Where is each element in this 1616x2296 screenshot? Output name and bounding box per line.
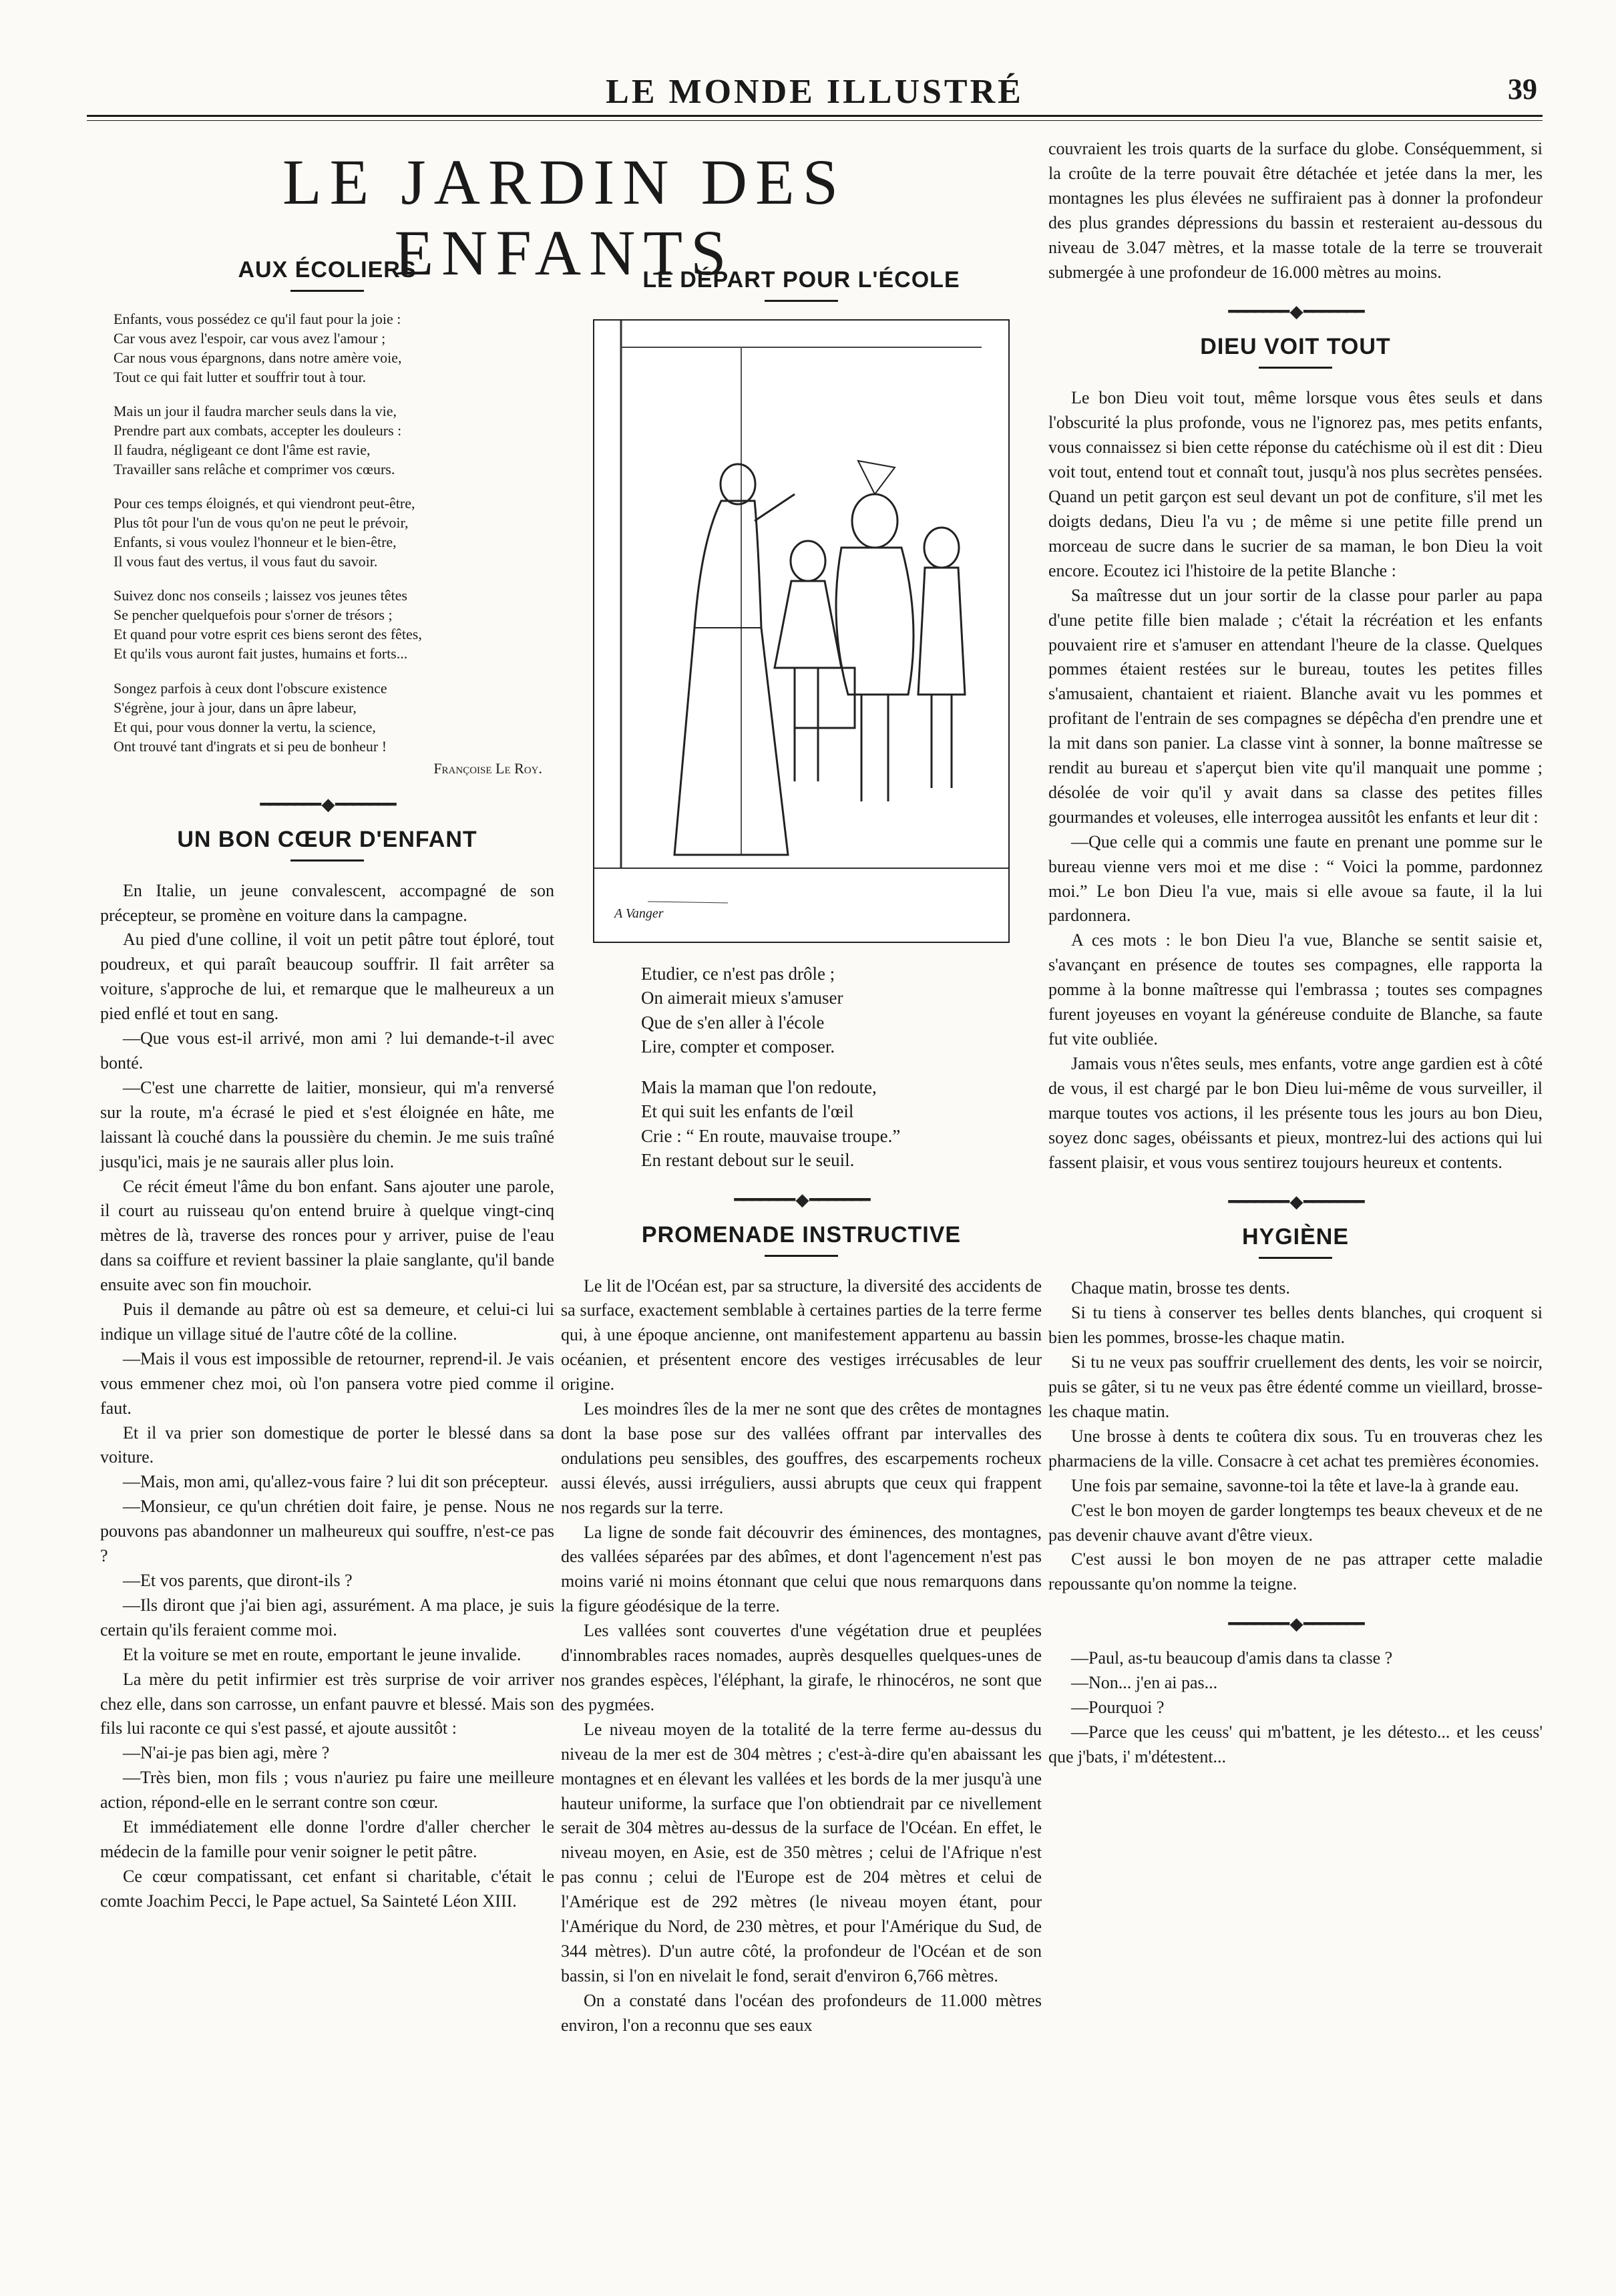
poem-line: Enfants, vous possédez ce qu'il faut pour la joie : bbox=[114, 311, 401, 327]
paragraph: —Et vos parents, que diront-ils ? bbox=[123, 1571, 353, 1590]
promenade-title: PROMENADE INSTRUCTIVE bbox=[641, 1221, 962, 1248]
paragraph: —Que celle qui a commis une faute en prenant une pomme sur le bureau vienne vers moi et me dise : “ Voici la pomme, pardonnez moi.” Le bon Dieu l'a vue, mais si elle avoue sa faute, il la lui pardonnera. bbox=[1048, 831, 1543, 926]
paragraph: Les moindres îles de la mer ne sont que des crêtes de montagnes dont la base pose sur des vallées offrant par intervalles des ondulations peu sensibles, des gouffres, des escarpements rocheux aussi élevés, aussi irréguliers, aussi abrupts que ceux qui frappent nos regards sur la terre. bbox=[561, 1399, 1042, 1517]
section-divider bbox=[100, 795, 554, 815]
poem-stanza bbox=[641, 1075, 1042, 1173]
paragraph: Si tu tiens à conserver tes belles dents blanches, qui croquent si bien les pommes, brosse-les chaque matin. bbox=[1048, 1303, 1543, 1348]
poem-line: Ont trouvé tant d'ingrats et si peu de bonheur ! bbox=[114, 737, 387, 755]
depart-poem bbox=[641, 962, 1042, 1173]
poem-line: Songez parfois à ceux dont l'obscure existence bbox=[114, 679, 387, 697]
hygiene-title: HYGIÈNE bbox=[1241, 1224, 1350, 1250]
poem-stanza bbox=[641, 962, 1042, 1059]
paragraph: Ce cœur compatissant, cet enfant si charitable, c'était le comte Joachim Pecci, le Pape actuel, Sa Sainteté Léon XIII. bbox=[100, 1866, 554, 1911]
poem-line: Mais un jour il faudra marcher seuls dans la vie, bbox=[114, 403, 397, 420]
header-rule-thin bbox=[87, 120, 1543, 121]
section-divider bbox=[1048, 302, 1543, 322]
aux-ecoliers-poem bbox=[114, 309, 554, 756]
paragraph: —Mais il vous est impossible de retourner, reprend-il. Je vais vous emmener chez moi, où l'on pansera votre pied comme il faut. bbox=[100, 1348, 554, 1418]
hygiene-body bbox=[1048, 1276, 1543, 1597]
section-divider bbox=[1048, 1614, 1543, 1634]
poem-line: Lire, compter et composer. bbox=[641, 1036, 835, 1057]
paragraph: C'est le bon moyen de garder longtemps tes beaux cheveux et de ne pas devenir chauve avant d'être vieux. bbox=[1048, 1500, 1543, 1545]
poem-line: Car vous avez l'espoir, car vous avez l'amour ; bbox=[114, 330, 386, 347]
poem-line: Pour ces temps éloignés, et qui viendront peut-être, bbox=[114, 495, 415, 512]
dialogue-line: —Non... j'en ai pas... bbox=[1071, 1673, 1218, 1693]
dialogue-line: —Paul, as-tu beaucoup d'amis dans ta classe ? bbox=[1071, 1648, 1393, 1668]
bon-coeur-body bbox=[100, 879, 554, 1914]
paragraph: Ce récit émeut l'âme du bon enfant. Sans ajouter une parole, il court au ruisseau qu'on entend bruire à quelque vingt-cinq mètres de là, traverse des ronces pour y arriver, puise de l'eau dans sa coiffure et revient bassiner la plaie sanglante, qu'il bande ensuite avec son fin mouchoir. bbox=[100, 1176, 554, 1295]
title-underline bbox=[765, 300, 838, 302]
poem-line: Et quand pour votre esprit ces biens seront des fêtes, bbox=[114, 626, 422, 643]
paragraph: On a constaté dans l'océan des profondeurs de 11.000 mètres environ, l'on a reconnu que ses eaux bbox=[561, 1990, 1042, 2035]
column-2 bbox=[561, 267, 1042, 2038]
poem-signature: Françoise Le Roy. bbox=[433, 759, 542, 777]
poem-stanza bbox=[114, 586, 554, 663]
poem-stanza bbox=[114, 494, 554, 571]
page-number: 39 bbox=[1508, 73, 1537, 106]
poem-line: En restant debout sur le seuil. bbox=[641, 1150, 855, 1171]
paragraph: Et la voiture se met en route, emportant le jeune invalide. bbox=[123, 1644, 522, 1664]
paragraph: Sa maîtresse dut un jour sortir de la classe pour parler au papa d'une petite fille bien malade ; c'était la récréation et les enfants pouvaient rire et s'amuser en attendant l'heure de la classe. Quelques pommes étaient restées sur le bureau, toutes les petites filles s'amusaient, chantaient et riaient. Blanche avait vu les pommes et profitant de l'entrain de ses compagnes se dépêcha d'en prendre une et la mit dans son panier. La classe vint à sonner, la bonne maîtresse se rendit au bureau et s'aperçut bien vite qu'il manquait une pomme ; désolée de voir qu'il y avait dans sa classe des petites filles gourmandes et voleuses, elle interrogea aussitôt les enfants et leur dit : bbox=[1048, 585, 1543, 827]
poem-line: Et qui suit les enfants de l'œil bbox=[641, 1101, 854, 1122]
title-underline bbox=[290, 290, 364, 292]
paragraph: Une fois par semaine, savonne-toi la tête et lave-la à grande eau. bbox=[1071, 1475, 1519, 1495]
illustration-drawing bbox=[594, 321, 1008, 942]
paragraph: Et il va prier son domestique de porter le blessé dans sa voiture. bbox=[100, 1422, 554, 1467]
paragraph: Si tu ne veux pas souffrir cruellement des dents, les voir se noircir, puis se gâter, si tu ne veux pas être édenté comme un vieillard, brosse-les chaque matin. bbox=[1048, 1352, 1543, 1421]
dialogue-block bbox=[1048, 1646, 1543, 1770]
paragraph: —Que vous est-il arrivé, mon ami ? lui demande-t-il avec bonté. bbox=[100, 1028, 554, 1073]
poem-line: Crie : “ En route, mauvaise troupe.” bbox=[641, 1125, 901, 1146]
poem-line: Prendre part aux combats, accepter les douleurs : bbox=[114, 422, 402, 439]
paragraph: Le lit de l'Océan est, par sa structure, la diversité des accidents de sa surface, exactement semblable à certaines parties de la terre ferme qui, à une époque ancienne, ont manifestement appartenu au bassin océanien, et présentent encore des vestiges irrécusables de leur origine. bbox=[561, 1276, 1042, 1394]
poem-line: Il vous faut des vertus, il vous faut du savoir. bbox=[114, 553, 378, 570]
title-underline bbox=[1259, 1257, 1332, 1259]
poem-line: Etudier, ce n'est pas drôle ; bbox=[641, 964, 835, 984]
poem-line: Et qu'ils vous auront fait justes, humains et forts... bbox=[114, 645, 408, 662]
title-underline bbox=[290, 859, 364, 862]
paragraph: Une brosse à dents te coûtera dix sous. Tu en trouveras chez les pharmaciens de la ville. Consacre à cet achat tes premières économies. bbox=[1048, 1426, 1543, 1471]
section-divider bbox=[1048, 1192, 1543, 1212]
poem-line: Et qui, pour vous donner la vertu, la science, bbox=[114, 718, 376, 735]
newspaper-title: LE MONDE ILLUSTRÉ bbox=[606, 73, 1024, 111]
dialogue-line: —Parce que les ceuss' qui m'battent, je les détesto... et les ceuss' que j'bats, i' m'détestent... bbox=[1048, 1722, 1543, 1766]
illustration-signature: A Vanger bbox=[614, 906, 664, 921]
paragraph: Le bon Dieu voit tout, même lorsque vous êtes seuls et dans l'obscurité la plus profonde, vous ne l'ignorez pas, mes petits enfants, vous connaissez si bien cette réponse du catéchisme où il est dit : Dieu voit tout, entend tout et connaît tout, jusqu'à nos plus secrètes pensées. Quand un petit garçon est seul devant un pot de confiture, s'il met les doigts dedans, Dieu l'a vu ; de même si une petite fille prend un morceau de sucre dans le sucrier de sa maman, le bon Dieu la voit encore. Ecoutez ici l'histoire de la petite Blanche : bbox=[1048, 388, 1543, 580]
paragraph: —Ils diront que j'ai bien agi, assurément. A ma place, je suis certain qu'ils feraient comme moi. bbox=[100, 1595, 554, 1640]
poem-line: Enfants, si vous voulez l'honneur et le bien-être, bbox=[114, 534, 397, 551]
paragraph: —C'est une charrette de laitier, monsieur, qui m'a renversé sur la route, m'a écrasé le pied et s'est éloignée en hâte, me laissant là couché dans la poussière du chemin. Je me suis traîné jusqu'ici, mais je ne saurais aller plus loin. bbox=[100, 1077, 554, 1171]
paragraph: Puis il demande au pâtre où est sa demeure, et celui-ci lui indique un village situé de l'autre côté de la colline. bbox=[100, 1300, 554, 1344]
poem-stanza bbox=[114, 401, 554, 479]
column-3 bbox=[1048, 137, 1543, 1770]
poem-line: Il faudra, négligeant ce dont l'âme est ravie, bbox=[114, 441, 371, 459]
poem-line: Mais la maman que l'on redoute, bbox=[641, 1077, 877, 1097]
paragraph: Jamais vous n'êtes seuls, mes enfants, votre ange gardien est à côté de vous, il est chargé par le bon Dieu lui-même de vous surveiller, il marque toutes vos actions, il les présente tous les jours au bon Dieu, soyez donc sages, obéissants et pieux, montrez-lui des actions qui lui fassent plaisir, et vous vous sentirez toujours heureux et contents. bbox=[1048, 1053, 1543, 1172]
poem-line: Travailler sans relâche et comprimer vos cœurs. bbox=[114, 461, 395, 478]
poem-line: Plus tôt pour l'un de vous qu'on ne peut le prévoir, bbox=[114, 514, 409, 532]
poem-stanza bbox=[114, 679, 554, 756]
column-1 bbox=[100, 257, 554, 1914]
paragraph: Au pied d'une colline, il voit un petit pâtre tout éploré, tout poudreux, et qui paraît beaucoup souffrir. Il fait arrêter sa voiture, s'approche de lui, et remarque que le malheureux a un pied enflé et tout en sang. bbox=[100, 930, 554, 1024]
dieu-voit-title: DIEU VOIT TOUT bbox=[1200, 334, 1391, 360]
bon-coeur-title: UN BON CŒUR D'ENFANT bbox=[177, 826, 477, 852]
paragraph: Et immédiatement elle donne l'ordre d'aller chercher le médecin de la famille pour venir soigner le petit pâtre. bbox=[100, 1817, 554, 1861]
dialogue-line: —Pourquoi ? bbox=[1071, 1698, 1165, 1718]
poem-line: Tout ce qui fait lutter et souffrir tout à tour. bbox=[114, 369, 367, 386]
paragraph: —N'ai-je pas bien agi, mère ? bbox=[123, 1743, 330, 1763]
paragraph: —Très bien, mon fils ; vous n'auriez pu faire une meilleure action, répond-elle en le serrant contre son cœur. bbox=[100, 1768, 554, 1812]
paragraph: A ces mots : le bon Dieu l'a vue, Blanche se sentit saisie et, s'avançant en présence de toutes ses compagnes, elle rapporta la pomme à la bonne maîtresse qui l'embrassa ; toutes ses compagnes furent joyeuses en voyant la généreuse conduite de Blanche, sa faute fut vite oubliée. bbox=[1048, 930, 1543, 1048]
section-title: LE JARDIN DES ENFANTS bbox=[282, 146, 846, 289]
poem-line: On aimerait mieux s'amuser bbox=[641, 988, 843, 1008]
depart-title: LE DÉPART POUR L'ÉCOLE bbox=[642, 267, 960, 293]
poem-line: Car nous vous épargnons, dans notre amère voie, bbox=[114, 349, 402, 367]
poem-line: S'égrène, jour à jour, dans un âpre labeur, bbox=[114, 699, 357, 716]
paragraph: Les vallées sont couvertes d'une végétation drue et peuplées d'innombrables races nomades, auprès desquelles quelques-unes de nos grandes espèces, l'éléphant, la girafe, le rhinocéros, ne sont que des pygmées. bbox=[561, 1621, 1042, 1714]
dieu-voit-body bbox=[1048, 386, 1543, 1175]
school-departure-illustration bbox=[593, 319, 1010, 943]
aux-ecoliers-title: AUX ÉCOLIERS bbox=[238, 257, 417, 282]
promenade-body bbox=[561, 1274, 1042, 2038]
continuation-paragraph: couvraient les trois quarts de la surface du globe. Conséquemment, si la croûte de la terre pouvait être détachée et jetée dans la mer, les montagnes les plus élevées ne suffiraient pas à donner la profondeur des plus grandes dépressions du bassin et resteraient au-dessous du niveau de 3.047 mètres, et la masse totale de la terre se trouverait submergée à une profondeur de 16.000 mètres au moins. bbox=[1048, 139, 1543, 282]
title-underline bbox=[765, 1255, 838, 1257]
paragraph: —Mais, mon ami, qu'allez-vous faire ? lui dit son précepteur. bbox=[123, 1472, 549, 1492]
paragraph: Le niveau moyen de la totalité de la terre ferme au-dessus du niveau de la mer est de 304 mètres ; c'est-à-dire qu'en abaissant les montagnes et en élevant les vallées et les bords de la mer jusqu'à une hauteur uniforme, la surface que l'on obtiendrait par ce nivellement serait de 304 mètres au-dessus de la surface de l'Océan. En effet, le niveau moyen, en Asie, est de 350 mètres ; celui de l'Afrique n'est pas connu ; celui de l'Europe est de 204 mètres et celui de l'Amérique est de 292 mètres (le niveau moyen étant, pour l'Amérique du Nord, de 230 mètres, et pour l'Amérique du Sud, de 344 mètres). D'un autre côté, la profondeur de l'Océan et de son bassin, si l'on en nivelait le fond, serait d'environ 6,766 mètres. bbox=[561, 1719, 1042, 1985]
masthead bbox=[87, 72, 1543, 119]
poem-stanza bbox=[114, 309, 554, 387]
poem-line: Se pencher quelquefois pour s'orner de trésors ; bbox=[114, 606, 393, 624]
header-rule bbox=[87, 115, 1543, 117]
poem-line: Suivez donc nos conseils ; laissez vos jeunes têtes bbox=[114, 587, 407, 604]
title-underline bbox=[1259, 367, 1332, 369]
poem-line: Que de s'en aller à l'école bbox=[641, 1012, 825, 1032]
section-divider bbox=[561, 1190, 1042, 1210]
paragraph: Chaque matin, brosse tes dents. bbox=[1071, 1278, 1290, 1298]
paragraph: La mère du petit infirmier est très surprise de voir arriver chez elle, dans son carrosse, un enfant pauvre et blessé. Mais son fils lui raconte ce qui s'est passé, et ajoute aussitôt : bbox=[100, 1669, 554, 1738]
paragraph: En Italie, un jeune convalescent, accompagné de son précepteur, se promène en voiture dans la campagne. bbox=[100, 880, 554, 925]
paragraph: —Monsieur, ce qu'un chrétien doit faire, je pense. Nous ne pouvons pas abandonner un malheureux qui souffre, n'est-ce pas ? bbox=[100, 1497, 554, 1566]
paragraph: C'est aussi le bon moyen de ne pas attraper cette maladie repoussante qu'on nomme la teigne. bbox=[1048, 1549, 1543, 1594]
paragraph: La ligne de sonde fait découvrir des éminences, des montagnes, des vallées séparées par des abîmes, et dont l'agencement n'est pas moins varié ni moins étonnant que celui que nous remarquons dans la figure géodésique de la terre. bbox=[561, 1522, 1042, 1616]
